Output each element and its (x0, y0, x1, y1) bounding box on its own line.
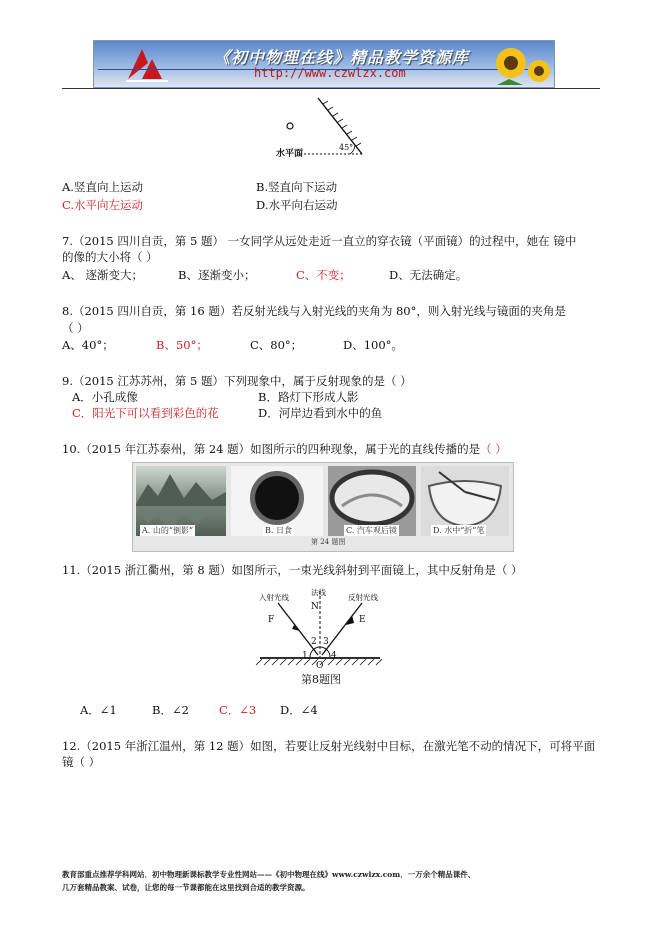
prev-option-c: C.水平向左运动 (62, 198, 144, 212)
q8-stem-line2: （ ） (62, 321, 89, 335)
q10-stem (62, 442, 507, 457)
photo-solar-eclipse (231, 466, 323, 536)
caption-d: D. 水中“折”笔 (433, 526, 485, 535)
fig8-caption: 第8题图 (301, 673, 341, 686)
banner-url[interactable]: http://www.czwlzx.com (254, 66, 406, 80)
prev-option-a: A.竖直向上运动 (62, 180, 143, 194)
q9-option-d: D．河岸边看到水中的鱼 (258, 406, 383, 420)
q8-option-a: A、40°； (62, 338, 114, 352)
q8-option-c: C、80°； (250, 338, 303, 352)
horizontal-plane-label: 水平面 (276, 149, 304, 159)
sunflower-image (489, 41, 553, 87)
q7-option-d: D、无法确定。 (389, 268, 468, 282)
q7-option-b: B、逐渐变小； (178, 268, 256, 282)
banner-title: 《初中物理在线》精品教学资源库 (214, 48, 470, 67)
q7-stem-line2: 的像的大小将（ ） (62, 250, 158, 264)
q7-option-c: C、不变； (296, 268, 351, 282)
q11-stem: 11.（2015 浙江衢州，第 8 题）如图所示，一束光线斜射到平面镜上，其中反射角是（ ） (62, 563, 523, 577)
angle-4-label: 4 (331, 651, 337, 661)
normal-label: 法线 (311, 588, 326, 597)
photo-bent-pencil (421, 466, 509, 536)
q11-option-c: C．∠3 (219, 703, 257, 717)
caption-a: A. 山的“倒影” (142, 526, 194, 535)
q12-stem-line1: 12.（2015 年浙江温州，第 12 题）如图，若要让反射光线射中目标，在激光笔不动的情况下，可将平面 (62, 739, 596, 753)
q10-photo-strip (132, 462, 514, 552)
incident-ray-label: 入射光线 (259, 593, 289, 602)
q7-option-a: A、 逐渐变大； (62, 268, 143, 282)
q11-option-d: D．∠4 (280, 703, 318, 717)
q10-answer-paren: （ ） (480, 442, 507, 456)
prev-option-d: D.水平向右运动 (256, 198, 338, 212)
angle-2-label: 2 (311, 637, 317, 647)
q9-option-b: B．路灯下形成人影 (258, 390, 359, 404)
prev-option-b: B.竖直向下运动 (256, 180, 338, 194)
caption-b: B. 日食 (265, 526, 292, 535)
point-n-label: N (311, 602, 319, 612)
angle-1-label: 1 (302, 651, 308, 661)
site-logo (122, 45, 172, 83)
angle-label: 45° (339, 143, 354, 152)
point-o-label: O (316, 661, 324, 671)
footer-line1: 教育部重点推荐学科网站．初中物理新课标教学专业性网站——《初中物理在线》www.czwlzx.com．一万余个精品课件、 (62, 870, 476, 879)
page-footer (62, 868, 602, 894)
footer-line2: 几万套精品教案、试卷，让您的每一节课都能在这里找到合适的教学资源。 (62, 883, 310, 892)
point-f-label: F (268, 615, 275, 625)
q11-option-a: A．∠1 (80, 703, 117, 717)
photo-car-mirror (328, 466, 416, 536)
photo-mountain-reflection (136, 466, 226, 536)
strip-caption: 第 24 题图 (311, 538, 346, 546)
q9-option-a: A．小孔成像 (72, 390, 138, 404)
q9-stem: 9.（2015 江苏苏州，第 5 题）下列现象中，属于反射现象的是（ ） (62, 374, 412, 388)
caption-c: C. 汽车观后镜 (346, 526, 397, 535)
q8-option-b: B、50°； (156, 338, 208, 352)
point-e-label: E (359, 615, 366, 625)
reflected-ray-label: 反射光线 (348, 593, 378, 602)
q7-stem-line1: 7.（2015 四川自贡，第 5 题） 一女同学从远处走近一直立的穿衣镜（平面镜）的过程中，她在 镜中 (62, 234, 577, 248)
q11-option-b: B．∠2 (152, 703, 189, 717)
angle-3-label: 3 (323, 637, 329, 647)
q9-option-c: C．阳光下可以看到彩色的花 (72, 406, 219, 420)
q8-stem-line1: 8.（2015 四川自贡，第 16 题）若反射光线与入射光线的夹角为 80°，则入射光线与镜面的夹角是 (62, 304, 566, 318)
header-banner (93, 40, 555, 88)
header-rule (62, 88, 600, 89)
q10-stem-text: 10.（2015 年江苏泰州，第 24 题）如图所示的四种现象，属于光的直线传播的是 (62, 442, 481, 456)
q12-stem-line2: 镜（ ） (62, 755, 101, 769)
q8-option-d: D、100°。 (343, 338, 403, 352)
